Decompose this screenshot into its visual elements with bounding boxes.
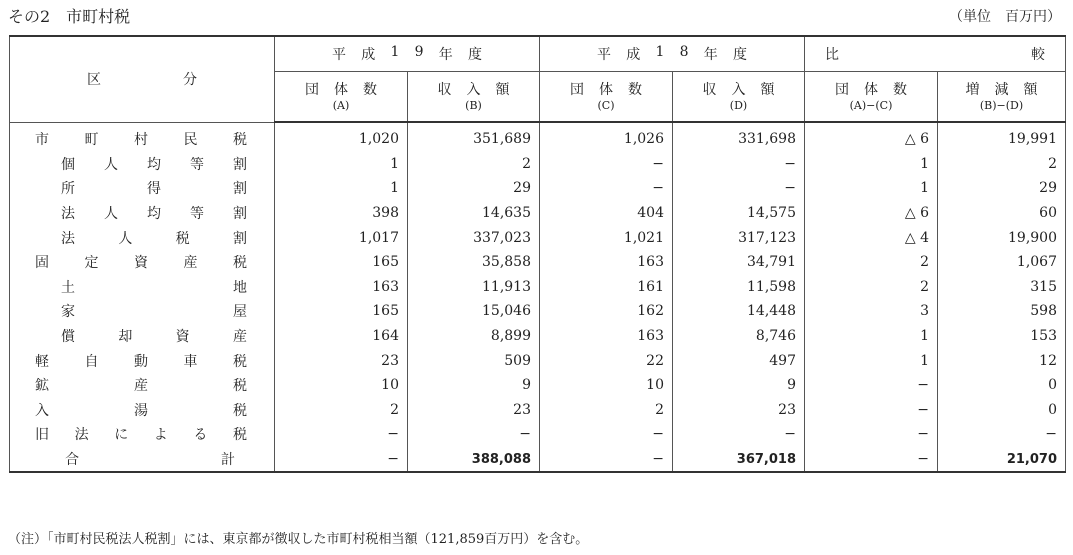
cell-value: − xyxy=(805,373,938,398)
cell-value: 2 xyxy=(275,398,408,423)
table-row xyxy=(10,250,1066,275)
subheader-formula: (A) xyxy=(332,98,350,112)
cell-value: 22 xyxy=(540,348,673,373)
subheader-4 xyxy=(805,72,938,123)
cell-value: − xyxy=(805,447,938,473)
subheader-label: 増 減 額 xyxy=(965,81,1038,98)
cell-value: − xyxy=(673,422,805,447)
row-label: 合 計 xyxy=(10,447,275,473)
cell-value: 0 xyxy=(938,373,1066,398)
row-label: 家 屋 xyxy=(10,299,275,324)
header-kubun: 区 分 xyxy=(10,36,275,122)
cell-value: − xyxy=(275,447,408,473)
cell-value: △ 6 xyxy=(805,201,938,226)
cell-value: 10 xyxy=(275,373,408,398)
cell-value: 1 xyxy=(805,152,938,177)
subheader-0 xyxy=(275,72,408,123)
table-row xyxy=(10,176,1066,201)
cell-value: 163 xyxy=(540,250,673,275)
cell-value: △ 6 xyxy=(805,122,938,152)
cell-value: 8,899 xyxy=(408,324,540,349)
row-label: 所 得 割 xyxy=(10,176,275,201)
header-fy19: 平 成 1 9 年 度 xyxy=(275,36,540,72)
cell-value: 1,026 xyxy=(540,122,673,152)
subheader-label: 収 入 額 xyxy=(702,81,775,98)
subheader-label: 団 体 数 xyxy=(570,81,642,98)
cell-value: − xyxy=(540,422,673,447)
cell-value: 1,067 xyxy=(938,250,1066,275)
row-label: 法 人 均 等 割 xyxy=(10,201,275,226)
cell-value: 317,123 xyxy=(673,225,805,250)
cell-value: 21,070 xyxy=(938,447,1066,473)
cell-value: 0 xyxy=(938,398,1066,423)
cell-value: 388,088 xyxy=(408,447,540,473)
cell-value: 337,023 xyxy=(408,225,540,250)
table-row xyxy=(10,122,1066,152)
cell-value: △ 4 xyxy=(805,225,938,250)
cell-value: 1 xyxy=(275,176,408,201)
cell-value: − xyxy=(673,176,805,201)
cell-value: − xyxy=(275,422,408,447)
cell-value: 23 xyxy=(275,348,408,373)
row-label: 市 町 村 民 税 xyxy=(10,122,275,152)
cell-value: 2 xyxy=(938,152,1066,177)
cell-value: − xyxy=(805,422,938,447)
cell-value: − xyxy=(540,152,673,177)
cell-value: 29 xyxy=(408,176,540,201)
cell-value: 1 xyxy=(805,324,938,349)
cell-value: 331,698 xyxy=(673,122,805,152)
row-label: 鉱 産 税 xyxy=(10,373,275,398)
table-row xyxy=(10,348,1066,373)
subheader-3 xyxy=(673,72,805,123)
table-row xyxy=(10,373,1066,398)
cell-value: 11,598 xyxy=(673,275,805,300)
cell-value: 2 xyxy=(805,275,938,300)
cell-value: 14,635 xyxy=(408,201,540,226)
cell-value: 9 xyxy=(408,373,540,398)
subheader-2 xyxy=(540,72,673,123)
subheader-formula: (B) xyxy=(465,98,482,112)
cell-value: 2 xyxy=(540,398,673,423)
cell-value: 1,017 xyxy=(275,225,408,250)
cell-value: 165 xyxy=(275,250,408,275)
cell-value: 404 xyxy=(540,201,673,226)
cell-value: 2 xyxy=(408,152,540,177)
table-row xyxy=(10,299,1066,324)
table-row xyxy=(10,275,1066,300)
row-label: 旧 法 に よ る 税 xyxy=(10,422,275,447)
header-fy18: 平 成 1 8 年 度 xyxy=(540,36,805,72)
cell-value: 14,448 xyxy=(673,299,805,324)
cell-value: 60 xyxy=(938,201,1066,226)
cell-value: 162 xyxy=(540,299,673,324)
cell-value: 165 xyxy=(275,299,408,324)
table-row xyxy=(10,201,1066,226)
cell-value: − xyxy=(408,422,540,447)
municipal-tax-table xyxy=(9,35,1066,473)
table-row xyxy=(10,152,1066,177)
row-label: 償 却 資 産 xyxy=(10,324,275,349)
footnote: （注）「市町村民税法人税割」には、東京都が徴収した市町村税相当額（121,859百万円）を含む。 xyxy=(8,532,589,547)
cell-value: 315 xyxy=(938,275,1066,300)
cell-value: 2 xyxy=(805,250,938,275)
table-row xyxy=(10,225,1066,250)
table-row xyxy=(10,398,1066,423)
cell-value: 29 xyxy=(938,176,1066,201)
row-label: 個 人 均 等 割 xyxy=(10,152,275,177)
cell-value: 598 xyxy=(938,299,1066,324)
row-label: 法 人 税 割 xyxy=(10,225,275,250)
subheader-5 xyxy=(938,72,1066,123)
cell-value: 10 xyxy=(540,373,673,398)
cell-value: 398 xyxy=(275,201,408,226)
table-row xyxy=(10,422,1066,447)
page-title: その2 市町村税 xyxy=(8,7,131,26)
subheader-label: 団 体 数 xyxy=(835,81,907,98)
cell-value: 1 xyxy=(805,176,938,201)
cell-value: 35,858 xyxy=(408,250,540,275)
subheader-formula: (A)−(C) xyxy=(849,98,893,112)
cell-value: 1,020 xyxy=(275,122,408,152)
cell-value: 153 xyxy=(938,324,1066,349)
cell-value: 15,046 xyxy=(408,299,540,324)
cell-value: − xyxy=(540,447,673,473)
cell-value: − xyxy=(938,422,1066,447)
cell-value: 3 xyxy=(805,299,938,324)
cell-value: 351,689 xyxy=(408,122,540,152)
cell-value: 19,900 xyxy=(938,225,1066,250)
cell-value: 163 xyxy=(275,275,408,300)
table-row xyxy=(10,447,1066,473)
cell-value: 1,021 xyxy=(540,225,673,250)
row-label: 軽 自 動 車 税 xyxy=(10,348,275,373)
subheader-1 xyxy=(408,72,540,123)
cell-value: 1 xyxy=(805,348,938,373)
cell-value: 23 xyxy=(673,398,805,423)
cell-value: 8,746 xyxy=(673,324,805,349)
cell-value: − xyxy=(805,398,938,423)
cell-value: 509 xyxy=(408,348,540,373)
cell-value: 164 xyxy=(275,324,408,349)
header-comparison: 比 較 xyxy=(805,36,1066,72)
subheader-label: 団 体 数 xyxy=(305,81,377,98)
row-label: 土 地 xyxy=(10,275,275,300)
subheader-formula: (C) xyxy=(597,98,615,112)
cell-value: 9 xyxy=(673,373,805,398)
cell-value: 11,913 xyxy=(408,275,540,300)
row-label: 固 定 資 産 税 xyxy=(10,250,275,275)
table-row xyxy=(10,324,1066,349)
cell-value: 161 xyxy=(540,275,673,300)
cell-value: − xyxy=(673,152,805,177)
subheader-formula: (D) xyxy=(729,98,748,112)
cell-value: 367,018 xyxy=(673,447,805,473)
cell-value: − xyxy=(540,176,673,201)
subheader-label: 収 入 額 xyxy=(437,81,510,98)
cell-value: 14,575 xyxy=(673,201,805,226)
subheader-formula: (B)−(D) xyxy=(979,98,1024,112)
cell-value: 1 xyxy=(275,152,408,177)
cell-value: 34,791 xyxy=(673,250,805,275)
unit-label: （単位 百万円） xyxy=(949,9,1061,25)
cell-value: 19,991 xyxy=(938,122,1066,152)
cell-value: 23 xyxy=(408,398,540,423)
cell-value: 12 xyxy=(938,348,1066,373)
cell-value: 163 xyxy=(540,324,673,349)
cell-value: 497 xyxy=(673,348,805,373)
row-label: 入 湯 税 xyxy=(10,398,275,423)
